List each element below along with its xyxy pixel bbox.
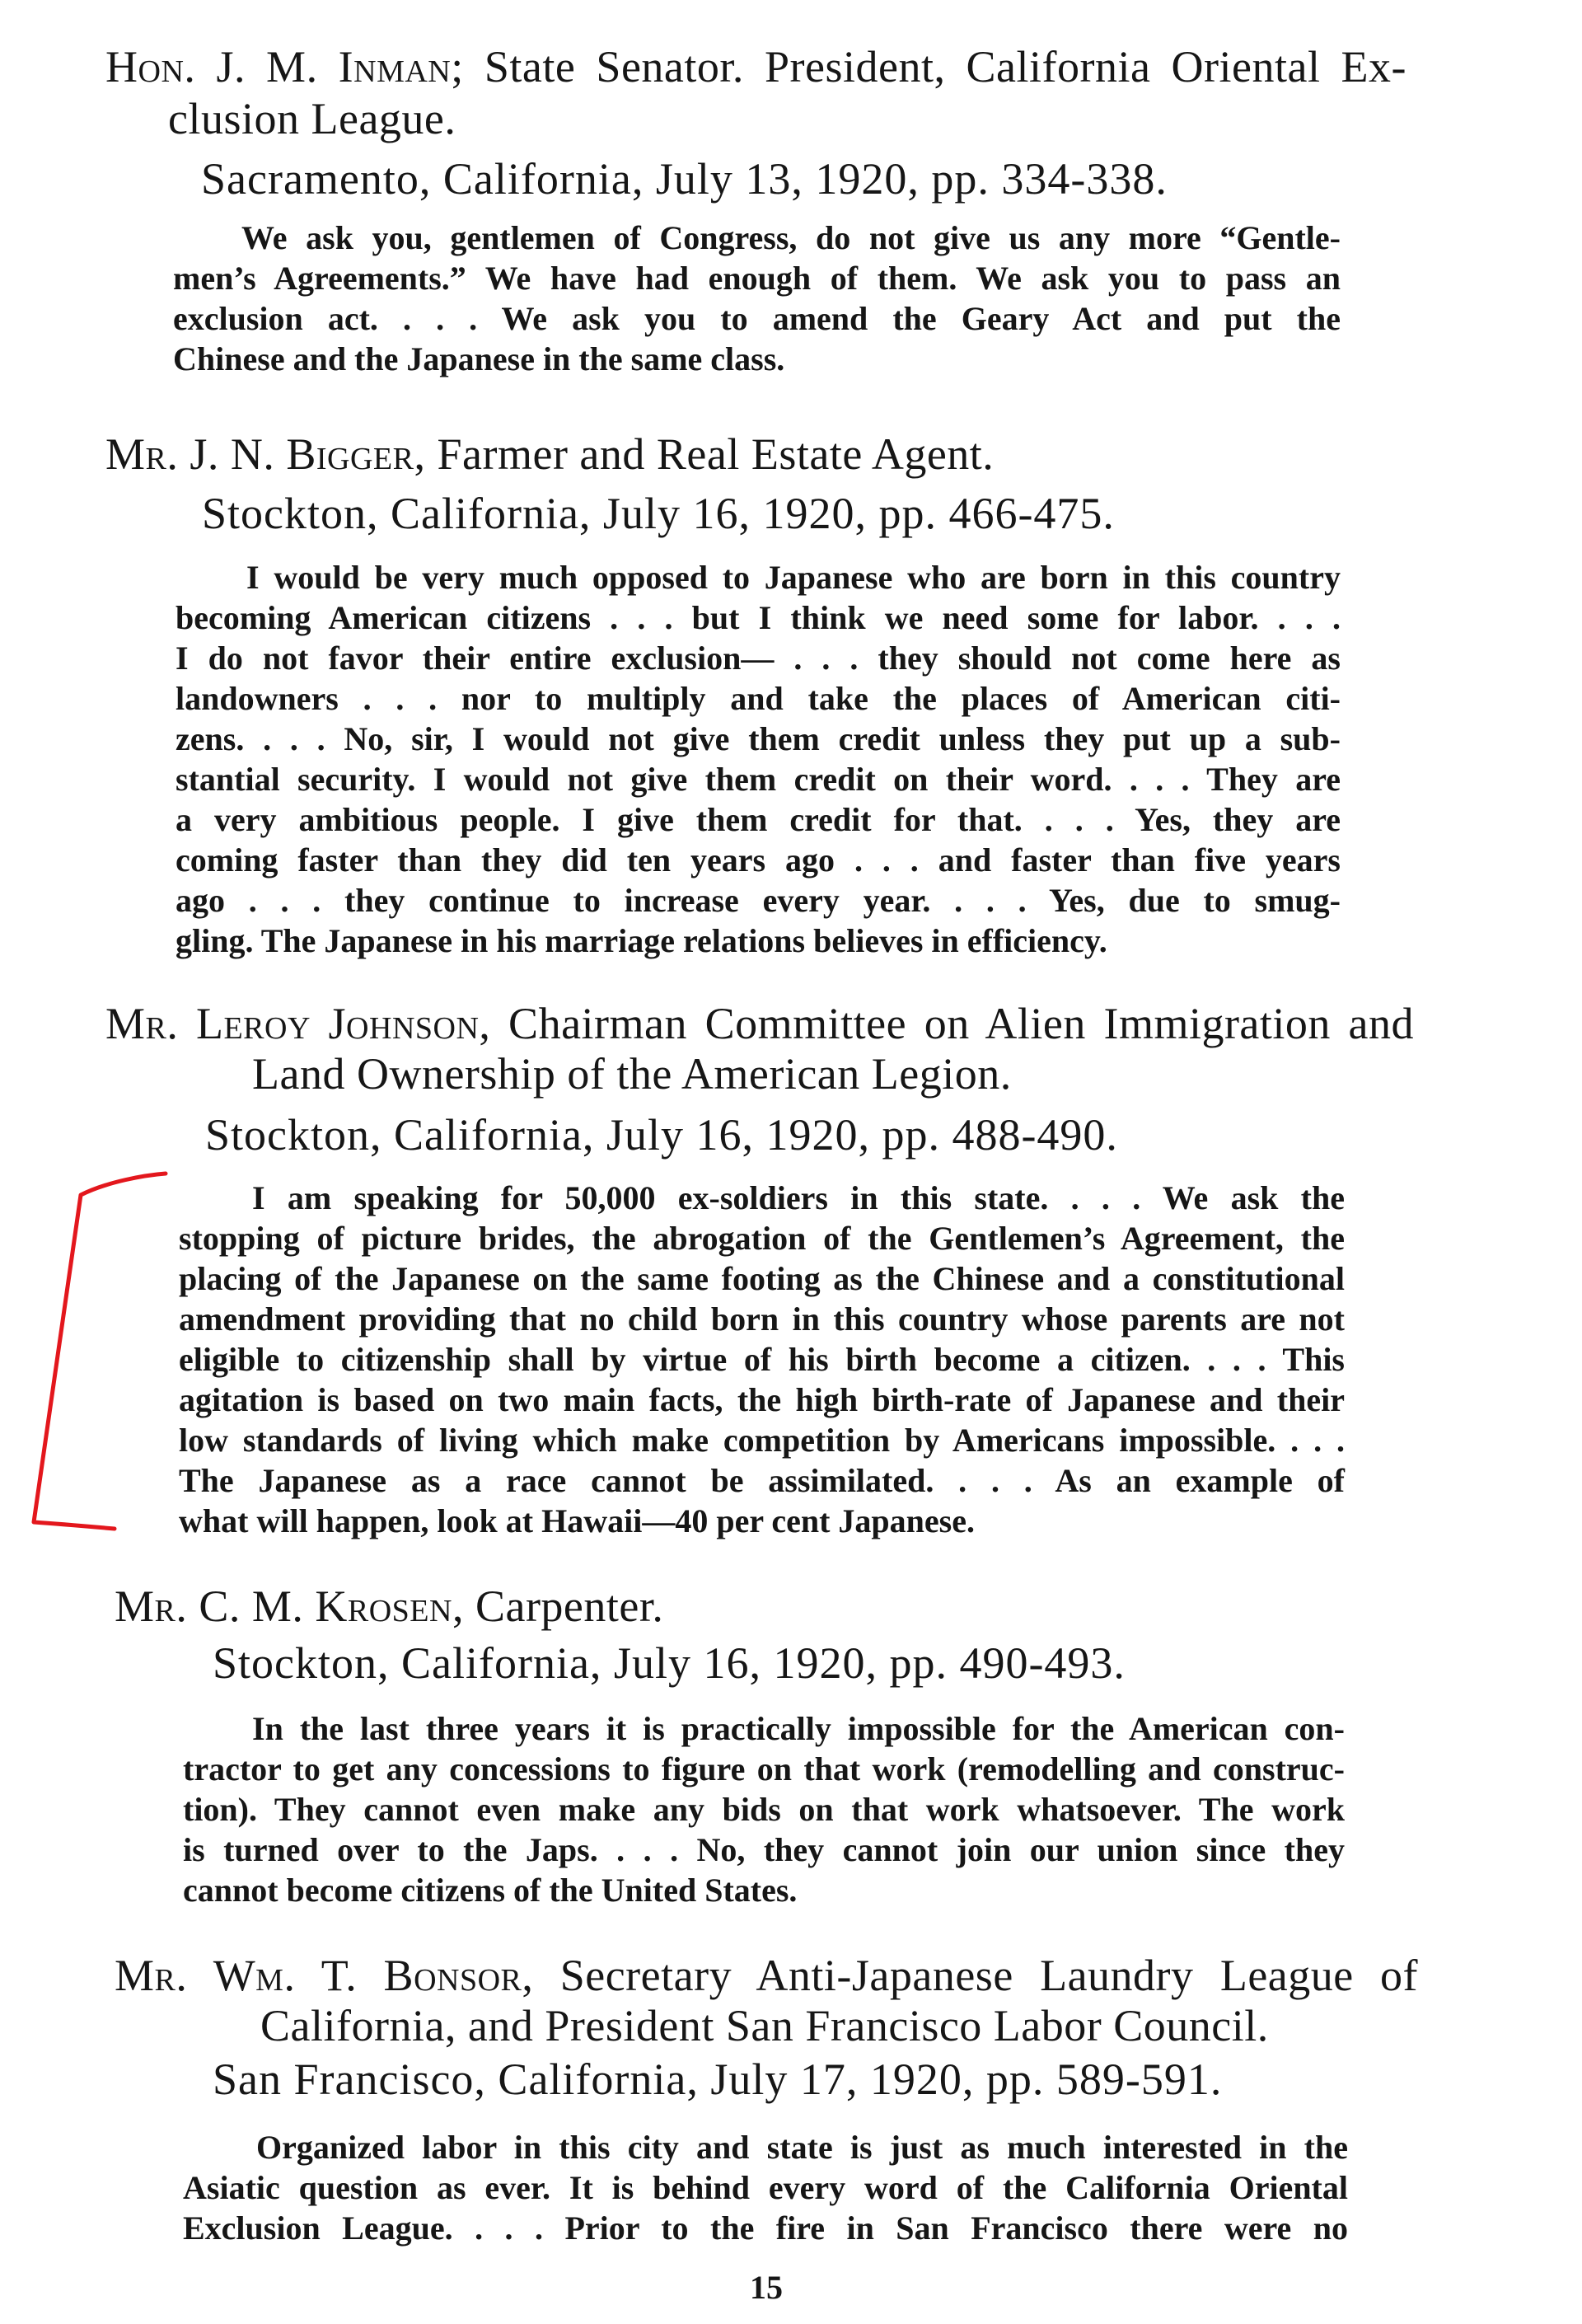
quote-line: is turned over to the Japs. . . . No, they cannot join our union since they xyxy=(183,1831,1345,1868)
quote-line: stantial security. I would not give them credit on their word. . . . They are xyxy=(176,761,1341,798)
quote-line: In the last three years it is practically impossible for the American con- xyxy=(252,1710,1345,1747)
testimony-quote xyxy=(179,1178,1345,1541)
red-bracket-annotation xyxy=(0,1154,198,1549)
speaker-heading-line xyxy=(105,42,1406,91)
quote-line: a very ambitious people. I give them credit for that. . . . Yes, they are xyxy=(176,801,1341,838)
testimony-quote xyxy=(176,557,1341,961)
quote-line: gling. The Japanese in his marriage relations believes in efficiency. xyxy=(176,922,1107,959)
quote-line: eligible to citizenship shall by virtue of his birth become a citizen. . . . This xyxy=(179,1341,1345,1378)
speaker-name: Mr. C. M. Krosen, xyxy=(115,1581,464,1631)
quote-line: coming faster than they did ten years ago . . . and faster than five years xyxy=(176,841,1341,879)
quote-line: We ask you, gentlemen of Congress, do not give us any more “Gentle- xyxy=(241,219,1341,256)
quote-line: The Japanese as a race cannot be assimilated. . . . As an example of xyxy=(179,1462,1345,1499)
quote-line: I am speaking for 50,000 ex-soldiers in this state. . . . We ask the xyxy=(252,1179,1345,1216)
quote-line: exclusion act. . . . We ask you to amend the Geary Act and put the xyxy=(173,300,1341,337)
hearing-location: Stockton, California, July 16, 1920, pp. 490-493. xyxy=(213,1638,1126,1688)
hearing-location: Stockton, California, July 16, 1920, pp. 488-490. xyxy=(205,1110,1118,1160)
speaker-heading-line xyxy=(115,1951,1418,2000)
quote-line: amendment providing that no child born in this country whose parents are not xyxy=(179,1300,1345,1338)
speaker-title: State Senator. President, California Oriental Ex- xyxy=(484,42,1407,91)
speaker-title: Chairman Committee on Alien Immigration and xyxy=(508,999,1414,1048)
speaker-heading-line xyxy=(105,429,994,479)
quote-line: Chinese and the Japanese in the same class. xyxy=(173,340,785,377)
quote-line: landowners . . . nor to multiply and take the places of American citi- xyxy=(176,680,1341,717)
speaker-title: Farmer and Real Estate Agent. xyxy=(437,429,995,479)
speaker-title-continued: clusion League. xyxy=(168,94,456,143)
speaker-name: Mr. Wm. T. Bonsor, xyxy=(115,1951,534,2000)
quote-line: stopping of picture brides, the abrogation of the Gentlemen’s Agreement, the xyxy=(179,1220,1345,1257)
hearing-location: San Francisco, California, July 17, 1920, pp. 589-591. xyxy=(213,2055,1223,2104)
quote-line: Exclusion League. . . . Prior to the fire in San Francisco there were no xyxy=(183,2209,1348,2247)
quote-line: cannot become citizens of the United States. xyxy=(183,1872,798,1909)
hearing-location: Sacramento, California, July 13, 1920, pp. 334-338. xyxy=(201,154,1168,204)
quote-line: Asiatic question as ever. It is behind every word of the California Oriental xyxy=(183,2169,1348,2206)
quote-line: men’s Agreements.” We have had enough of them. We ask you to pass an xyxy=(173,260,1341,297)
speaker-name: Mr. Leroy Johnson, xyxy=(105,999,491,1048)
testimony-quote xyxy=(183,2127,1348,2248)
quote-line: agitation is based on two main facts, the high birth-rate of Japanese and their xyxy=(179,1381,1345,1418)
speaker-title-continued: Land Ownership of the American Legion. xyxy=(252,1049,1012,1099)
quote-line: zens. . . . No, sir, I would not give them credit unless they put up a sub- xyxy=(176,720,1341,757)
quote-line: I do not favor their entire exclusion— . . . they should not come here as xyxy=(176,640,1341,677)
testimony-quote xyxy=(183,1708,1345,1910)
quote-line: Organized labor in this city and state is just as much interested in the xyxy=(256,2129,1348,2166)
speaker-name: Hon. J. M. Inman; xyxy=(105,42,464,91)
quote-line: placing of the Japanese on the same footing as the Chinese and a constitutional xyxy=(179,1260,1345,1297)
quote-line: I would be very much opposed to Japanese who are born in this country xyxy=(246,559,1341,596)
quote-line: low standards of living which make competition by Americans impossible. . . . xyxy=(179,1422,1345,1459)
speaker-title-continued: California, and President San Francisco Labor Council. xyxy=(260,2001,1269,2050)
quote-line: becoming American citizens . . . but I think we need some for labor. . . . xyxy=(176,599,1341,636)
speaker-heading-line xyxy=(115,1581,663,1631)
speaker-title: Secretary Anti-Japanese Laundry League of xyxy=(559,1951,1419,2000)
speaker-name: Mr. J. N. Bigger, xyxy=(105,429,426,479)
quote-line: what will happen, look at Hawaii—40 per cent Japanese. xyxy=(179,1502,975,1539)
quote-line: tion). They cannot even make any bids on that work whatsoever. The work xyxy=(183,1791,1345,1828)
testimony-quote xyxy=(173,218,1341,379)
red-bracket-stroke xyxy=(34,1174,166,1529)
quote-line: tractor to get any concessions to figure on that work (remodelling and construc- xyxy=(183,1750,1345,1788)
hearing-location: Stockton, California, July 16, 1920, pp. 466-475. xyxy=(202,489,1115,538)
quote-line: ago . . . they continue to increase every year. . . . Yes, due to smug- xyxy=(176,882,1341,919)
speaker-heading-line xyxy=(105,999,1414,1048)
page-number: 15 xyxy=(750,2269,783,2306)
speaker-title: Carpenter. xyxy=(475,1581,664,1631)
